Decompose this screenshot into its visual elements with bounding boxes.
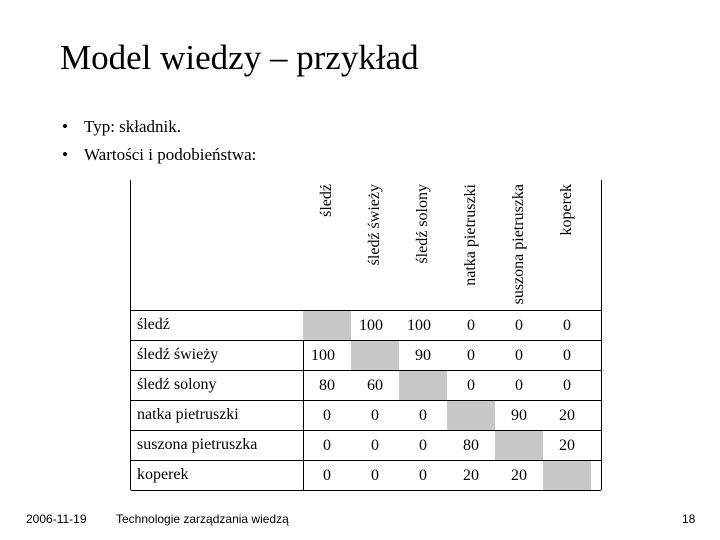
row-label: śledź xyxy=(137,316,170,333)
diagonal-cell xyxy=(399,371,447,400)
matrix-cell: 20 xyxy=(559,407,575,424)
bullet-type xyxy=(62,116,181,138)
matrix-cell: 0 xyxy=(419,437,427,454)
matrix-cell: 0 xyxy=(563,347,571,364)
matrix-cell: 90 xyxy=(415,347,431,364)
matrix-cell: 0 xyxy=(323,467,331,484)
diagonal-cell xyxy=(351,341,399,370)
bullet-text: Wartości i podobieństwa: xyxy=(84,145,257,164)
column-header-label: śledź xyxy=(318,184,335,217)
matrix-cell: 100 xyxy=(311,347,335,364)
matrix-cell: 90 xyxy=(511,407,527,424)
bullet-values xyxy=(62,144,256,166)
matrix-cell: 0 xyxy=(515,317,523,334)
row-label: suszona pietruszka xyxy=(137,436,258,453)
column-header xyxy=(307,184,347,306)
matrix-cell: 0 xyxy=(323,437,331,454)
matrix-cell: 100 xyxy=(407,317,431,334)
footer-date: 2006-11-19 xyxy=(26,512,87,526)
matrix-cell: 0 xyxy=(467,377,475,394)
matrix-cell: 0 xyxy=(371,467,379,484)
matrix-cell: 0 xyxy=(419,467,427,484)
diagonal-cell xyxy=(543,461,591,490)
column-header-label: śledź solony xyxy=(414,184,431,264)
column-header xyxy=(547,184,587,306)
matrix-cell: 0 xyxy=(419,407,427,424)
matrix-cell: 0 xyxy=(515,347,523,364)
column-header xyxy=(499,184,539,306)
matrix-cell: 0 xyxy=(515,377,523,394)
matrix-cell: 0 xyxy=(323,407,331,424)
column-header xyxy=(403,184,443,306)
row-label: natka pietruszki xyxy=(137,406,239,423)
row-label: śledź solony xyxy=(137,376,217,393)
bullet-text: Typ: składnik. xyxy=(84,117,182,136)
row-label: koperek xyxy=(137,466,189,483)
matrix-cell: 0 xyxy=(371,407,379,424)
matrix-cell: 100 xyxy=(359,317,383,334)
column-header-label: śledź świeży xyxy=(366,184,383,266)
similarity-matrix xyxy=(130,180,602,490)
matrix-cell: 20 xyxy=(463,467,479,484)
slide-title: Model wiedzy – przykład xyxy=(60,38,419,77)
column-header-label: suszona pietruszka xyxy=(510,184,527,305)
matrix-cell: 0 xyxy=(563,377,571,394)
matrix-cell: 0 xyxy=(467,347,475,364)
column-header xyxy=(451,184,491,306)
matrix-cell: 60 xyxy=(367,377,383,394)
column-header-label: natka pietruszki xyxy=(462,184,479,286)
bullet-dot-icon: • xyxy=(62,117,68,136)
matrix-cell: 80 xyxy=(319,377,335,394)
diagonal-cell xyxy=(303,311,351,340)
matrix-cell: 0 xyxy=(563,317,571,334)
matrix-cell: 20 xyxy=(511,467,527,484)
matrix-cell: 20 xyxy=(559,437,575,454)
grid-line xyxy=(131,490,601,491)
bullet-dot-icon: • xyxy=(62,145,68,164)
footer-title: Technologie zarządzania wiedzą xyxy=(116,512,289,526)
page-number: 18 xyxy=(682,512,696,526)
matrix-cell: 0 xyxy=(371,437,379,454)
diagonal-cell xyxy=(495,431,543,460)
row-label: śledź świeży xyxy=(137,346,219,363)
matrix-cell: 80 xyxy=(463,437,479,454)
column-header-label: koperek xyxy=(558,184,575,236)
column-header xyxy=(355,184,395,306)
diagonal-cell xyxy=(447,401,495,430)
matrix-cell: 0 xyxy=(467,317,475,334)
